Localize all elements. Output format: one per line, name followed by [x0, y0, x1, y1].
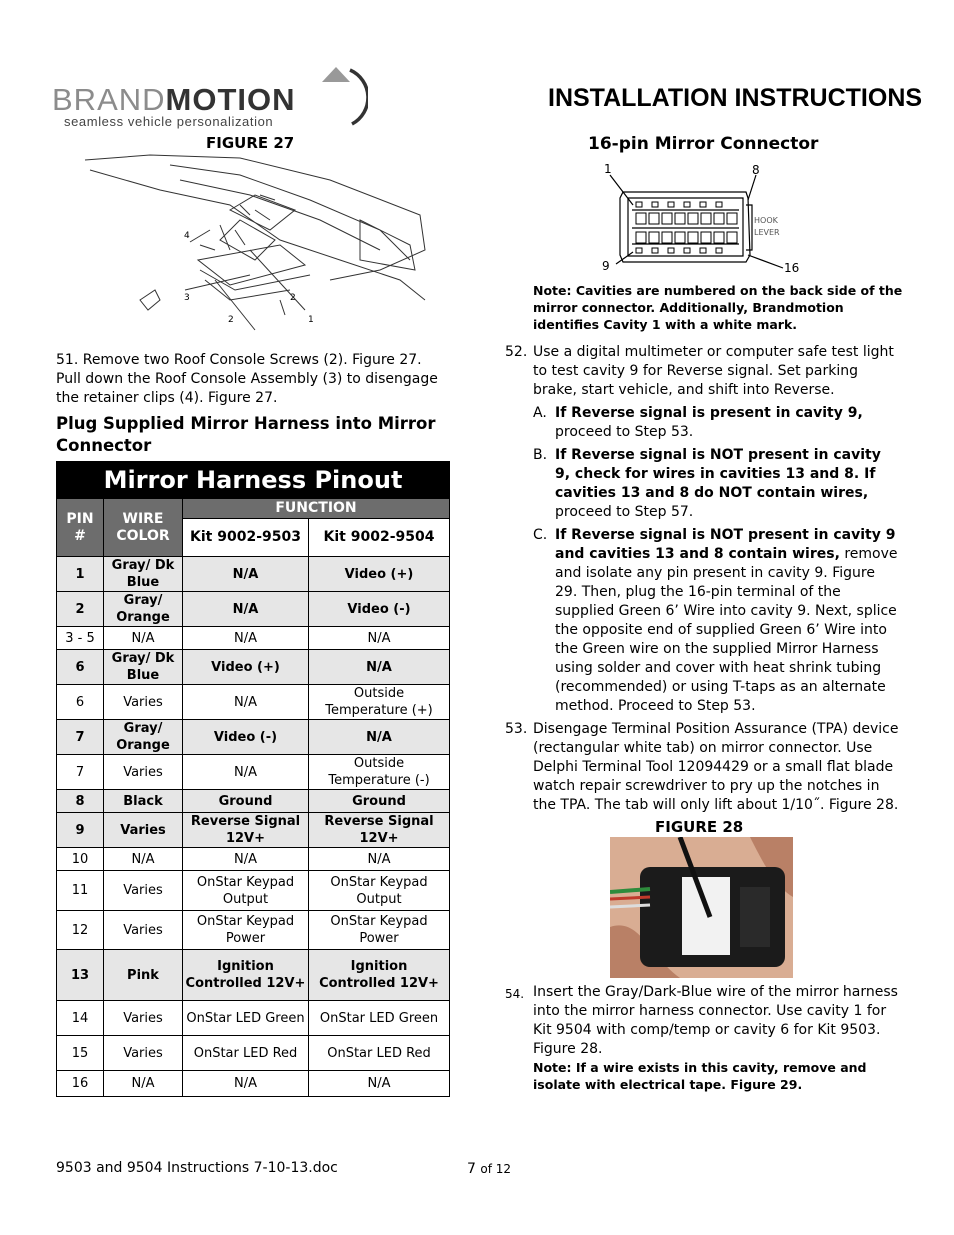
step-52-a	[533, 404, 900, 442]
pinout-title: Mirror Harness Pinout	[57, 462, 450, 499]
kit-9504-cell: OnStar LED Green	[309, 1001, 450, 1036]
pin-9-label: 9	[602, 259, 610, 273]
logo-word-brand: BRAND	[52, 82, 166, 117]
figure-27-diagram	[80, 150, 430, 340]
step-52-c	[533, 526, 900, 716]
kit-9504-cell: Outside Temperature (-)	[309, 755, 450, 790]
pin-cell: 10	[57, 848, 104, 871]
kit-9504-cell: Video (-)	[309, 592, 450, 627]
step-52-text: Use a digital multimeter or computer safe test light to test cavity 9 for Reverse signal. Set parking brake, start vehicle, and shift into Reverse.	[533, 344, 894, 398]
kit-9504-cell: Ignition Controlled 12V+	[309, 950, 450, 1001]
step-52-b-rest: proceed to Step 57.	[555, 504, 694, 520]
pin-cell: 12	[57, 911, 104, 950]
footer-doc-name: 9503 and 9504 Instructions 7-10-13.doc	[56, 1160, 338, 1176]
kit-9504-cell: N/A	[309, 1071, 450, 1097]
kit-9504-cell: Reverse Signal 12V+	[309, 813, 450, 848]
pin-cell: 14	[57, 1001, 104, 1036]
step-54-note: Note: If a wire exists in this cavity, remove and isolate with electrical tape. Figure 29.	[533, 1060, 867, 1092]
kit-9503-cell: N/A	[183, 848, 309, 871]
step-53	[505, 720, 900, 815]
table-row	[57, 627, 450, 650]
step-54-number: 54.	[505, 987, 525, 1001]
kit-9504-cell: N/A	[309, 650, 450, 685]
kit-9503-cell: N/A	[183, 685, 309, 720]
pin-cell: 3 - 5	[57, 627, 104, 650]
wire-color-cell: Varies	[104, 1036, 183, 1071]
pin-cell: 9	[57, 813, 104, 848]
table-row	[57, 813, 450, 848]
wire-color-cell: Varies	[104, 911, 183, 950]
kit-9503-cell: N/A	[183, 755, 309, 790]
fig27-callout-4: 4	[184, 231, 190, 241]
page-current: 7	[467, 1161, 476, 1177]
kit-9504-cell: N/A	[309, 627, 450, 650]
step-52-c-rest: remove and isolate any pin present in cavity 9. Figure 29. Then, plug the 16-pin terminal of the supplied Green 6’ Wire into cavity 9. Next, splice the opposite end of supplied Green 6’ Wire into the Green wire on the supplied Mirror Harness using solder and cover with heat shrink tubing (recommended) or using T-taps as an alternate method. Proceed to Step 53.	[555, 546, 898, 714]
hook-label: HOOK	[754, 216, 778, 225]
step-52-a-letter: A.	[533, 405, 547, 421]
kit-9503-cell: OnStar LED Green	[183, 1001, 309, 1036]
pin-cell: 7	[57, 720, 104, 755]
kit-9503-header: Kit 9002-9503	[183, 519, 309, 557]
logo-word-motion: MOTION	[165, 82, 296, 117]
kit-9504-cell: OnStar LED Red	[309, 1036, 450, 1071]
figure-28-label: FIGURE 28	[655, 818, 744, 836]
table-row	[57, 1001, 450, 1036]
connector-photo-illustration	[610, 837, 793, 978]
kit-9504-cell: Ground	[309, 790, 450, 813]
pin-8-label: 8	[752, 163, 760, 177]
kit-9503-cell: N/A	[183, 627, 309, 650]
table-row	[57, 685, 450, 720]
wire-color-cell: Gray/ Dk Blue	[104, 650, 183, 685]
pin-16-label: 16	[784, 261, 800, 275]
table-row	[57, 592, 450, 627]
kit-9503-cell: Reverse Signal 12V+	[183, 813, 309, 848]
footer-page-number	[467, 1161, 511, 1177]
step-52-number: 52.	[505, 344, 528, 360]
pin-cell: 15	[57, 1036, 104, 1071]
table-row	[57, 871, 450, 911]
wire-color-cell: Gray/ Orange	[104, 592, 183, 627]
table-row	[57, 720, 450, 755]
wire-color-cell: Gray/ Orange	[104, 720, 183, 755]
kit-9503-cell: Ground	[183, 790, 309, 813]
step-52-a-bold: If Reverse signal is present in cavity 9,	[555, 405, 863, 421]
step-52-b	[533, 446, 900, 522]
fig27-callout-3: 3	[184, 293, 190, 303]
table-row	[57, 848, 450, 871]
pin-1-label: 1	[604, 162, 612, 176]
kit-9503-cell: Video (-)	[183, 720, 309, 755]
pinout-table	[56, 461, 450, 1097]
kit-9504-cell: Video (+)	[309, 557, 450, 592]
pin-cell: 2	[57, 592, 104, 627]
connector-heading: 16-pin Mirror Connector	[588, 134, 819, 154]
kit-9503-cell: OnStar Keypad Power	[183, 911, 309, 950]
kit-9503-cell: OnStar LED Red	[183, 1036, 309, 1071]
fig27-callout-1: 1	[308, 315, 314, 325]
fig27-callout-2a: 2	[290, 293, 296, 303]
page-title: INSTALLATION INSTRUCTIONS	[548, 84, 923, 112]
kit-9504-cell: Outside Temperature (+)	[309, 685, 450, 720]
pin-cell: 1	[57, 557, 104, 592]
kit-9504-cell: N/A	[309, 720, 450, 755]
steps-block	[505, 343, 900, 815]
step-52-b-letter: B.	[533, 447, 548, 463]
kit-9503-cell: Ignition Controlled 12V+	[183, 950, 309, 1001]
pin-cell: 8	[57, 790, 104, 813]
wire-color-cell: Varies	[104, 755, 183, 790]
kit-9504-cell: N/A	[309, 848, 450, 871]
plug-harness-heading: Plug Supplied Mirror Harness into Mirror Connector	[56, 414, 436, 455]
step-52-c-letter: C.	[533, 527, 548, 543]
table-row	[57, 650, 450, 685]
step-53-number: 53.	[505, 721, 528, 737]
step-54-block	[505, 983, 900, 1093]
wire-color-cell: N/A	[104, 848, 183, 871]
brandmotion-logo	[52, 64, 372, 134]
step-54-text: Insert the Gray/Dark-Blue wire of the mirror harness into the mirror harness connector. Use cavity 1 for Kit 9504 with comp/temp or cavity 6 for Kit 9503. Figure 28.	[533, 984, 898, 1057]
step-54	[505, 983, 900, 1093]
wire-color-cell: N/A	[104, 627, 183, 650]
fig27-callout-2b: 2	[228, 315, 234, 325]
table-row	[57, 950, 450, 1001]
connector-note: Note: Cavities are numbered on the back side of the mirror connector. Additionally, Brandmotion identifies Cavity 1 with a white mark.	[533, 283, 903, 332]
pin-header: PIN #	[57, 499, 104, 557]
pin-cell: 11	[57, 871, 104, 911]
wire-color-cell: N/A	[104, 1071, 183, 1097]
wire-color-cell: Black	[104, 790, 183, 813]
table-row	[57, 557, 450, 592]
table-row	[57, 1071, 450, 1097]
kit-9504-cell: OnStar Keypad Output	[309, 871, 450, 911]
wire-color-cell: Gray/ Dk Blue	[104, 557, 183, 592]
pin-cell: 7	[57, 755, 104, 790]
table-row	[57, 911, 450, 950]
function-header: FUNCTION	[183, 499, 450, 519]
logo-tagline: seamless vehicle personalization	[64, 114, 274, 129]
wire-color-header: WIRE COLOR	[104, 499, 183, 557]
kit-9503-cell: Video (+)	[183, 650, 309, 685]
wire-color-cell: Varies	[104, 685, 183, 720]
table-row	[57, 1036, 450, 1071]
step-51: 51. Remove two Roof Console Screws (2). Figure 27. Pull down the Roof Console Assembly (3) to disengage the retainer clips (4). Figure 27.	[56, 352, 438, 406]
pin-cell: 13	[57, 950, 104, 1001]
wire-color-cell: Varies	[104, 813, 183, 848]
wire-color-cell: Varies	[104, 1001, 183, 1036]
pin-cell: 16	[57, 1071, 104, 1097]
figure-28-photo	[610, 837, 793, 978]
lever-label: LEVER	[754, 228, 780, 237]
figure-27-label: FIGURE 27	[206, 134, 295, 152]
pin-cell: 6	[57, 685, 104, 720]
kit-9503-cell: N/A	[183, 557, 309, 592]
step-52-a-rest: proceed to Step 53.	[555, 424, 694, 440]
roof-console-diagram	[80, 150, 430, 340]
table-row	[57, 790, 450, 813]
kit-9504-cell: OnStar Keypad Power	[309, 911, 450, 950]
step-53-text: Disengage Terminal Position Assurance (TPA) device (rectangular white tab) on mirror connector. Use Delphi Terminal Tool 12094429 or a small flat blade watch repair screwdriver to pry up the notches in the TPA. The tab will only lift about 1/10˝. Figure 28.	[533, 721, 899, 813]
connector-diagram	[598, 160, 808, 278]
logo-arrow-icon	[308, 64, 368, 130]
pin-cell: 6	[57, 650, 104, 685]
wire-color-cell: Pink	[104, 950, 183, 1001]
wire-color-cell: Varies	[104, 871, 183, 911]
step-52-b-bold: If Reverse signal is NOT present in cavity 9, check for wires in cavities 13 and 8. If cavities 13 and 8 do NOT contain wires,	[555, 447, 881, 501]
step-52	[505, 343, 900, 716]
kit-9504-header: Kit 9002-9504	[309, 519, 450, 557]
table-row	[57, 755, 450, 790]
step-52-c-bold: If Reverse signal is NOT present in cavity 9 and cavities 13 and 8 contain wires,	[555, 527, 896, 562]
kit-9503-cell: OnStar Keypad Output	[183, 871, 309, 911]
kit-9503-cell: N/A	[183, 592, 309, 627]
pinout-rows	[57, 557, 450, 1097]
16-pin-connector-diagram	[598, 160, 808, 278]
kit-9503-cell: N/A	[183, 1071, 309, 1097]
page-total: of 12	[480, 1162, 512, 1176]
logo-wordmark	[52, 84, 296, 115]
